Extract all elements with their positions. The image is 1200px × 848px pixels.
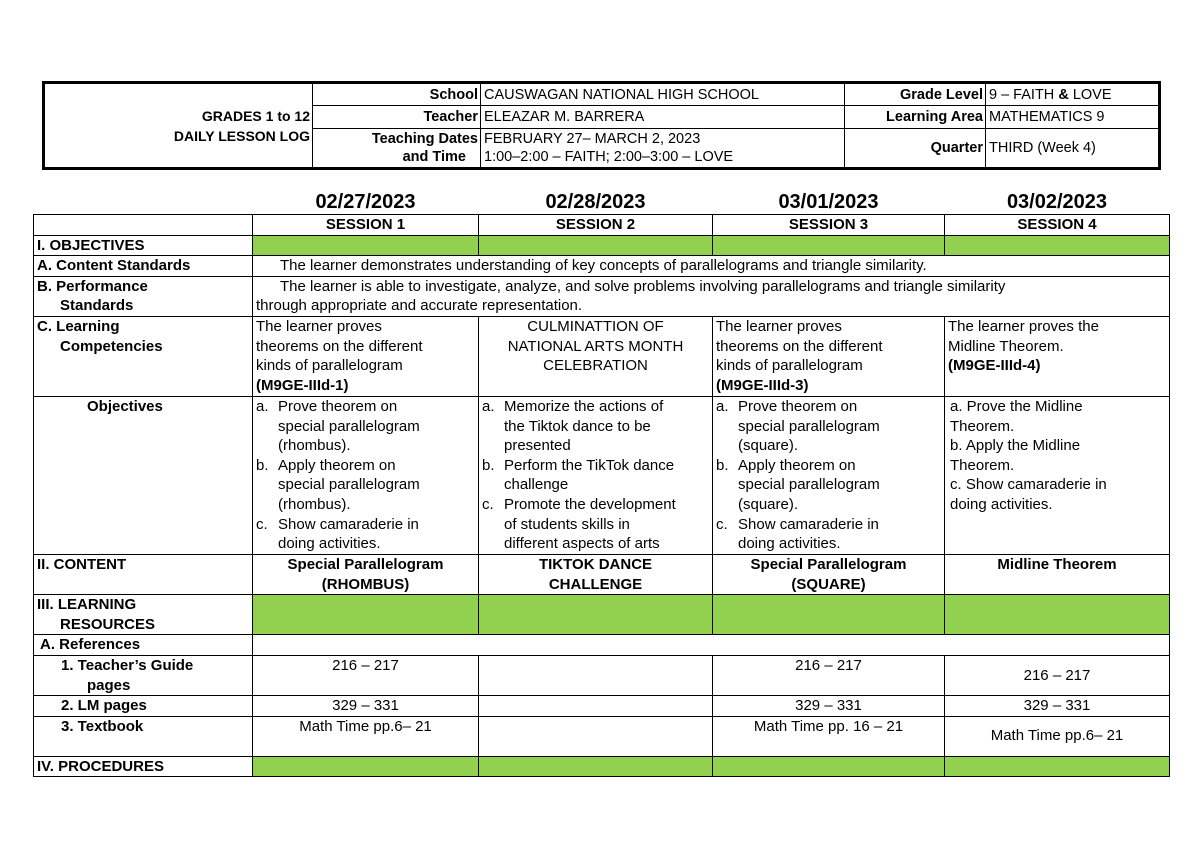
content-2-line-2: CHALLENGE xyxy=(548,575,643,593)
lm-pages-4: 329 – 331 xyxy=(945,696,1170,717)
objective-line: Perform the TikTok dance xyxy=(504,456,675,474)
teaching-dates-label xyxy=(313,129,481,169)
objectives-green-1 xyxy=(253,235,479,256)
performance-standards-value xyxy=(253,276,1170,316)
teaching-dates-value xyxy=(481,129,845,169)
objective-text xyxy=(504,456,674,495)
references-blank xyxy=(253,635,1170,656)
references-label xyxy=(34,635,253,656)
objective-text xyxy=(738,515,879,554)
quarter-value: THIRD (Week 4) xyxy=(986,129,1160,169)
lm-label-text: 2. LM pages xyxy=(61,697,147,715)
objectives-label-text: Objectives xyxy=(87,397,163,415)
objective-marker: b. xyxy=(716,456,729,474)
teacher-label: Teacher xyxy=(313,106,481,129)
objective-line: (rhombus). xyxy=(278,495,351,513)
objective-line: the Tiktok dance to be xyxy=(504,417,651,435)
objective-item xyxy=(482,495,709,554)
competencies-label-2: Competencies xyxy=(60,337,163,355)
objectives-4 xyxy=(945,396,1170,554)
objective-item xyxy=(482,397,709,456)
comp-1-code: (M9GE-IIId-1) xyxy=(256,376,349,394)
objective-marker: c. xyxy=(716,515,728,533)
comp-3-line-1: The learner proves xyxy=(716,317,842,335)
date-2: 02/28/2023 xyxy=(545,191,646,213)
objectives-green-3 xyxy=(713,235,945,256)
date-4: 03/02/2023 xyxy=(1006,191,1108,213)
objective-item xyxy=(716,456,941,515)
objective-line: of students skills in xyxy=(504,515,630,533)
objective-line: Theorem. xyxy=(950,417,1015,435)
procedures-green-4 xyxy=(945,756,1170,777)
performance-standards-label xyxy=(34,276,253,316)
objective-line: doing activities. xyxy=(278,535,381,553)
content-2-line-1: TIKTOK DANCE xyxy=(538,555,653,573)
objective-text xyxy=(278,456,420,515)
objectives-green-2 xyxy=(479,235,713,256)
learning-resources-label xyxy=(34,595,253,635)
references-label-text: A. References xyxy=(40,636,141,654)
session-3: SESSION 3 xyxy=(713,215,945,236)
tg-pages-4: 216 – 217 xyxy=(945,655,1170,695)
date-1: 02/27/2023 xyxy=(315,191,416,213)
competency-1 xyxy=(253,316,479,396)
performance-label-2: Standards xyxy=(60,297,134,315)
tg-label-1: 1. Teacher’s Guide xyxy=(61,656,194,674)
procedures-label: IV. PROCEDURES xyxy=(34,756,253,777)
learning-competencies-label xyxy=(34,316,253,396)
session-1: SESSION 1 xyxy=(253,215,479,236)
objective-marker: b. xyxy=(256,456,269,474)
objective-text xyxy=(504,397,663,456)
objective-marker: a. xyxy=(716,397,729,415)
session-spacer xyxy=(34,215,253,236)
objectives-heading: I. OBJECTIVES xyxy=(34,235,253,256)
objective-text xyxy=(504,495,676,554)
objective-marker: b. xyxy=(482,456,495,474)
content-standards-value xyxy=(253,256,1170,277)
textbook-1: Math Time pp.6– 21 xyxy=(253,716,479,756)
objective-line: a. Prove the Midline xyxy=(950,397,1083,415)
objective-line: Memorize the actions of xyxy=(504,397,664,415)
textbook-3: Math Time pp. 16 – 21 xyxy=(713,716,945,756)
objective-line: (rhombus). xyxy=(278,437,351,455)
objective-item xyxy=(482,456,709,495)
content-3-line-2: (SQUARE) xyxy=(791,575,866,593)
title-line-1: GRADES 1 to 12 xyxy=(201,107,310,124)
objective-line: different aspects of arts xyxy=(504,535,660,553)
objective-text xyxy=(278,515,419,554)
objectives-list-1 xyxy=(256,397,475,554)
objectives-1 xyxy=(253,396,479,554)
objective-line: Prove theorem on xyxy=(738,397,858,415)
session-4: SESSION 4 xyxy=(945,215,1170,236)
learning-area-label: Learning Area xyxy=(845,106,986,129)
content-3 xyxy=(713,554,945,594)
objective-line: b. Apply the Midline xyxy=(950,437,1081,455)
content-4-line-1: Midline Theorem xyxy=(997,555,1117,573)
content-label: II. CONTENT xyxy=(34,554,253,594)
comp-1-line-3: kinds of parallelogram xyxy=(256,357,403,375)
objective-line: (square). xyxy=(738,437,799,455)
content-3-line-1: Special Parallelogram xyxy=(750,555,907,573)
objective-item xyxy=(256,397,475,456)
procedures-green-3 xyxy=(713,756,945,777)
dates-label-line-1: Teaching Dates xyxy=(371,131,478,147)
date-3: 03/01/2023 xyxy=(778,191,879,213)
tg-pages-3: 216 – 217 xyxy=(713,655,945,695)
comp-2-line-2: NATIONAL ARTS MONTH xyxy=(507,337,684,355)
objective-line: presented xyxy=(504,437,571,455)
performance-label-1: B. Performance xyxy=(37,277,148,295)
objective-marker: c. xyxy=(482,495,494,513)
objective-line: c. Show camaraderie in xyxy=(950,476,1107,494)
grade-value-amp: & xyxy=(1058,86,1069,103)
objective-text xyxy=(278,397,420,456)
lm-pages-label xyxy=(34,696,253,717)
competency-4 xyxy=(945,316,1170,396)
competencies-label-1: C. Learning xyxy=(37,317,120,335)
comp-1-line-2: theorems on the different xyxy=(256,337,423,355)
content-1-line-2: (RHOMBUS) xyxy=(321,575,410,593)
objectives-list-4 xyxy=(950,397,1166,515)
objectives-green-4 xyxy=(945,235,1170,256)
content-2 xyxy=(479,554,713,594)
comp-3-line-2: theorems on the different xyxy=(716,337,883,355)
learning-area-value: MATHEMATICS 9 xyxy=(986,106,1160,129)
objective-line: special parallelogram xyxy=(738,476,880,494)
resources-green-2 xyxy=(479,595,713,635)
objective-line: doing activities. xyxy=(738,535,841,553)
performance-value-1: The learner is able to investigate, analyze, and solve problems involving parallelograms and triangle similarity xyxy=(280,277,1006,295)
header-table xyxy=(42,81,1161,170)
content-standards-label: A. Content Standards xyxy=(34,256,253,277)
objectives-list-2 xyxy=(482,397,709,554)
comp-3-line-3: kinds of parallelogram xyxy=(716,357,863,375)
objective-item xyxy=(716,397,941,456)
dates-value-line-2: 1:00–2:00 – FAITH; 2:00–3:00 – LOVE xyxy=(484,149,734,165)
resources-label-2: RESOURCES xyxy=(60,615,156,633)
tg-pages-2 xyxy=(479,655,713,695)
objective-line: (square). xyxy=(738,495,799,513)
comp-2-line-3: CELEBRATION xyxy=(543,357,648,375)
comp-1-line-1: The learner proves xyxy=(256,317,382,335)
resources-green-1 xyxy=(253,595,479,635)
lesson-table xyxy=(33,190,1170,777)
session-2: SESSION 2 xyxy=(479,215,713,236)
objectives-label xyxy=(34,396,253,554)
lm-pages-1: 329 – 331 xyxy=(253,696,479,717)
resources-green-4 xyxy=(945,595,1170,635)
school-label: School xyxy=(313,83,481,106)
grade-value-a: 9 – FAITH xyxy=(989,86,1059,103)
performance-value-2: through appropriate and accurate representation. xyxy=(256,297,583,315)
resources-label-1: III. LEARNING xyxy=(37,596,137,614)
content-1 xyxy=(253,554,479,594)
objective-line: challenge xyxy=(504,476,569,494)
title-line-2: DAILY LESSON LOG xyxy=(173,127,310,144)
comp-4-line-2: Midline Theorem. xyxy=(948,337,1064,355)
objectives-list-3 xyxy=(716,397,941,554)
objective-text xyxy=(738,456,880,515)
objective-line: Promote the development xyxy=(504,495,676,513)
grade-level-label: Grade Level xyxy=(845,83,986,106)
objective-line: doing activities. xyxy=(950,495,1053,513)
objective-line: Apply theorem on xyxy=(278,456,396,474)
date-spacer xyxy=(34,190,253,215)
content-standards-text: The learner demonstrates understanding of key concepts of parallelograms and triangle similarity. xyxy=(280,257,927,275)
comp-4-line-1: The learner proves the xyxy=(948,317,1099,335)
teachers-guide-label xyxy=(34,655,253,695)
content-1-line-1: Special Parallelogram xyxy=(287,555,444,573)
procedures-green-1 xyxy=(253,756,479,777)
objective-line: special parallelogram xyxy=(738,417,880,435)
objective-marker: c. xyxy=(256,515,268,533)
content-4 xyxy=(945,554,1170,594)
resources-green-3 xyxy=(713,595,945,635)
quarter-label: Quarter xyxy=(845,129,986,169)
lm-pages-2 xyxy=(479,696,713,717)
tg-label-2: pages xyxy=(87,676,131,694)
grade-value-b: LOVE xyxy=(1068,86,1112,103)
objectives-3 xyxy=(713,396,945,554)
objective-line: Show camaraderie in xyxy=(278,515,419,533)
procedures-green-2 xyxy=(479,756,713,777)
objective-line: special parallelogram xyxy=(278,417,420,435)
objectives-2 xyxy=(479,396,713,554)
tg-pages-1: 216 – 217 xyxy=(253,655,479,695)
objective-line: Apply theorem on xyxy=(738,456,856,474)
dates-value-line-1: FEBRUARY 27– MARCH 2, 2023 xyxy=(484,131,701,147)
objective-item xyxy=(256,515,475,554)
objective-marker: a. xyxy=(482,397,495,415)
dates-label-line-2: and Time xyxy=(402,149,466,165)
textbook-4: Math Time pp.6– 21 xyxy=(945,716,1170,756)
competency-3 xyxy=(713,316,945,396)
objective-marker: a. xyxy=(256,397,269,415)
objective-item xyxy=(716,515,941,554)
comp-3-code: (M9GE-IIId-3) xyxy=(716,376,809,394)
competency-2 xyxy=(479,316,713,396)
objective-line: Theorem. xyxy=(950,456,1015,474)
textbook-label-text: 3. Textbook xyxy=(61,717,144,735)
school-value: CAUSWAGAN NATIONAL HIGH SCHOOL xyxy=(481,83,845,106)
objective-text xyxy=(738,397,880,456)
objective-line: special parallelogram xyxy=(278,476,420,494)
textbook-label xyxy=(34,716,253,756)
lesson-log-title xyxy=(44,83,313,169)
comp-2-line-1: CULMINATTION OF xyxy=(527,317,664,335)
objective-item xyxy=(256,456,475,515)
objective-line: Prove theorem on xyxy=(278,397,398,415)
comp-4-code: (M9GE-IIId-4) xyxy=(948,357,1041,375)
teacher-value: ELEAZAR M. BARRERA xyxy=(481,106,845,129)
grade-level-value xyxy=(986,83,1160,106)
lm-pages-3: 329 – 331 xyxy=(713,696,945,717)
textbook-2 xyxy=(479,716,713,756)
objective-line: Show camaraderie in xyxy=(738,515,879,533)
